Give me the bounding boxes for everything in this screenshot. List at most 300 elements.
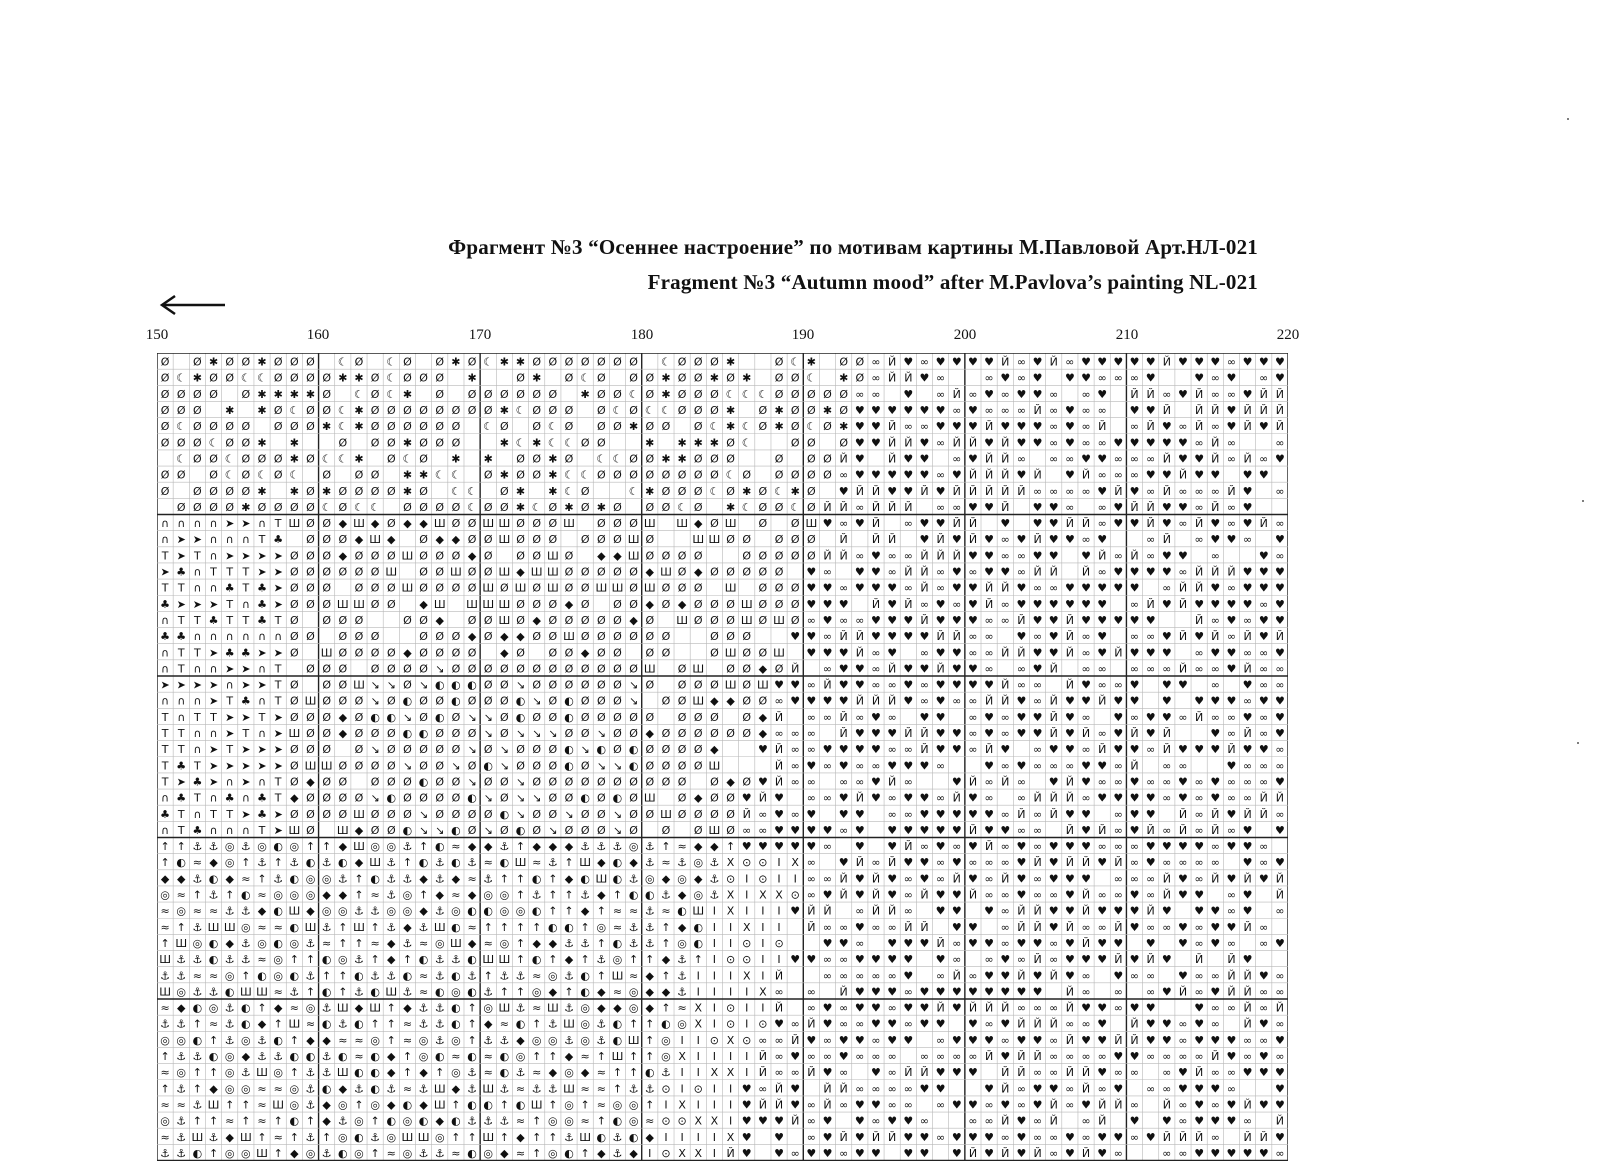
stitch-symbol-up-arrow: ↑ bbox=[548, 1098, 557, 1111]
stitch-symbol-infinity: ∞ bbox=[871, 679, 880, 692]
stitch-symbol-infinity: ∞ bbox=[1275, 743, 1284, 756]
stitch-symbol-slash-zero: Ø bbox=[807, 452, 816, 465]
stitch-symbol-heart: ♥ bbox=[887, 630, 897, 643]
stitch-symbol-slash-zero: Ø bbox=[694, 469, 703, 482]
stitch-symbol-asterisk: ✱ bbox=[839, 372, 848, 385]
stitch-symbol-up-arrow: ↑ bbox=[532, 1147, 541, 1160]
stitch-symbol-diamond: ◆ bbox=[387, 1098, 396, 1111]
stitch-symbol-slash-zero: Ø bbox=[355, 614, 364, 627]
stitch-symbol-infinity: ∞ bbox=[1081, 420, 1090, 433]
stitch-symbol-trefoil: ♣ bbox=[257, 792, 267, 805]
stitch-symbol-slash-zero: Ø bbox=[549, 614, 558, 627]
stitch-symbol-heart: ♥ bbox=[1162, 646, 1172, 659]
stitch-symbol-pointer: ➤ bbox=[209, 743, 218, 756]
stitch-symbol-heart: ♥ bbox=[952, 921, 962, 934]
stitch-symbol-arch: ∩ bbox=[177, 695, 185, 708]
stitch-symbol-slash-zero: Ø bbox=[694, 614, 703, 627]
stitch-symbol-cyrillic-short-i: Й bbox=[840, 533, 848, 546]
stitch-symbol-infinity: ∞ bbox=[1195, 533, 1204, 546]
stitch-symbol-arch: ∩ bbox=[193, 566, 201, 579]
stitch-symbol-asterisk: ✱ bbox=[774, 420, 783, 433]
stitch-symbol-target: ◎ bbox=[225, 856, 235, 869]
stitch-symbol-diagonal-arrow: ↘ bbox=[419, 679, 428, 692]
stitch-symbol-arch: ∩ bbox=[274, 630, 282, 643]
stitch-symbol-heart: ♥ bbox=[806, 646, 816, 659]
stitch-symbol-heart: ♥ bbox=[1146, 1002, 1156, 1015]
stitch-symbol-heart: ♥ bbox=[1081, 840, 1091, 853]
stitch-symbol-infinity: ∞ bbox=[936, 792, 945, 805]
stitch-symbol-pointer: ➤ bbox=[274, 711, 283, 724]
stitch-symbol-heart: ♥ bbox=[1227, 1050, 1237, 1063]
stitch-symbol-cross: X bbox=[727, 889, 735, 902]
stitch-symbol-anchor: ⚓ bbox=[225, 1002, 235, 1015]
stitch-symbol-half-circle: ◐ bbox=[564, 695, 574, 708]
stitch-symbol-diagonal-arrow: ↘ bbox=[532, 727, 541, 740]
stitch-symbol-half-circle: ◐ bbox=[564, 921, 574, 934]
stitch-symbol-bar: I bbox=[713, 1050, 716, 1063]
stitch-symbol-diamond: ◆ bbox=[694, 840, 703, 853]
stitch-symbol-infinity: ∞ bbox=[1259, 372, 1268, 385]
stitch-symbol-infinity: ∞ bbox=[1195, 937, 1204, 950]
stitch-symbol-infinity: ∞ bbox=[904, 905, 913, 918]
stitch-symbol-anchor: ⚓ bbox=[532, 1082, 542, 1095]
stitch-symbol-waves: ≈ bbox=[645, 1115, 654, 1128]
stitch-symbol-slash-zero: Ø bbox=[306, 533, 315, 546]
stitch-symbol-slash-zero: Ø bbox=[565, 679, 574, 692]
stitch-symbol-slash-zero: Ø bbox=[338, 533, 347, 546]
stitch-symbol-heart: ♥ bbox=[1016, 436, 1026, 449]
stitch-symbol-infinity: ∞ bbox=[1146, 1082, 1155, 1095]
stitch-symbol-infinity: ∞ bbox=[1195, 485, 1204, 498]
stitch-symbol-waves: ≈ bbox=[403, 1018, 412, 1031]
stitch-symbol-pointer: ➤ bbox=[274, 582, 283, 595]
scan-speck bbox=[1582, 500, 1584, 502]
stitch-symbol-slash-zero: Ø bbox=[387, 775, 396, 788]
stitch-symbol-infinity: ∞ bbox=[855, 775, 864, 788]
stitch-symbol-cyrillic-short-i: Й bbox=[1082, 889, 1090, 902]
stitch-symbol-slash-zero: Ø bbox=[306, 792, 315, 805]
stitch-symbol-cyrillic-short-i: Й bbox=[1033, 905, 1041, 918]
stitch-symbol-cyrillic-short-i: Й bbox=[1195, 614, 1203, 627]
stitch-symbol-diamond: ◆ bbox=[355, 1002, 364, 1015]
stitch-symbol-waves: ≈ bbox=[484, 937, 493, 950]
stitch-symbol-slash-zero: Ø bbox=[290, 420, 299, 433]
stitch-symbol-half-circle: ◐ bbox=[290, 872, 300, 885]
stitch-symbol-heart: ♥ bbox=[871, 436, 881, 449]
stitch-symbol-slash-zero: Ø bbox=[419, 549, 428, 562]
stitch-symbol-anchor: ⚓ bbox=[241, 1066, 251, 1079]
stitch-symbol-diagonal-arrow: ↘ bbox=[484, 792, 493, 805]
stitch-symbol-slash-zero: Ø bbox=[791, 372, 800, 385]
stitch-symbol-heart: ♥ bbox=[1275, 1082, 1285, 1095]
stitch-symbol-heart: ♥ bbox=[839, 759, 849, 772]
stitch-symbol-cyrillic-short-i: Й bbox=[920, 743, 928, 756]
stitch-symbol-cyrillic-sha: Ш bbox=[660, 808, 672, 821]
stitch-symbol-cyrillic-sha: Ш bbox=[515, 582, 527, 595]
stitch-symbol-crescent: ☾ bbox=[370, 501, 380, 514]
stitch-symbol-pointer: ➤ bbox=[241, 711, 250, 724]
stitch-symbol-diamond: ◆ bbox=[225, 1131, 234, 1144]
stitch-symbol-anchor: ⚓ bbox=[596, 953, 606, 966]
stitch-symbol-heart: ♥ bbox=[1243, 388, 1253, 401]
stitch-symbol-cyrillic-short-i: Й bbox=[1114, 646, 1122, 659]
stitch-symbol-heart: ♥ bbox=[1178, 840, 1188, 853]
stitch-symbol-diamond: ◆ bbox=[225, 937, 234, 950]
stitch-symbol-diamond: ◆ bbox=[209, 1082, 218, 1095]
stitch-symbol-heart: ♥ bbox=[903, 356, 913, 369]
stitch-symbol-slash-zero: Ø bbox=[662, 646, 671, 659]
stitch-symbol-eye: ⊙ bbox=[661, 1115, 670, 1128]
stitch-symbol-anchor: ⚓ bbox=[564, 1002, 574, 1015]
stitch-symbol-infinity: ∞ bbox=[871, 856, 880, 869]
stitch-symbol-infinity: ∞ bbox=[1081, 404, 1090, 417]
stitch-symbol-up-arrow: ↑ bbox=[177, 921, 186, 934]
stitch-symbol-heart: ♥ bbox=[1016, 533, 1026, 546]
stitch-symbol-heart: ♥ bbox=[1210, 1147, 1220, 1160]
stitch-symbol-cyrillic-sha: Ш bbox=[353, 808, 365, 821]
stitch-symbol-asterisk: ✱ bbox=[645, 485, 654, 498]
stitch-symbol-slash-zero: Ø bbox=[452, 646, 461, 659]
stitch-symbol-slash-zero: Ø bbox=[629, 711, 638, 724]
stitch-symbol-heart: ♥ bbox=[1049, 743, 1059, 756]
stitch-symbol-infinity: ∞ bbox=[871, 1034, 880, 1047]
stitch-symbol-slash-zero: Ø bbox=[807, 549, 816, 562]
stitch-symbol-infinity: ∞ bbox=[888, 792, 897, 805]
stitch-symbol-up-arrow: ↑ bbox=[451, 1131, 460, 1144]
stitch-symbol-cyrillic-short-i: Й bbox=[1017, 1018, 1025, 1031]
stitch-symbol-cyrillic-short-i: Й bbox=[1211, 436, 1219, 449]
stitch-symbol-heart: ♥ bbox=[1146, 856, 1156, 869]
stitch-symbol-heart: ♥ bbox=[823, 1131, 833, 1144]
stitch-symbol-heart: ♥ bbox=[1227, 840, 1237, 853]
stitch-symbol-heart: ♥ bbox=[742, 1131, 752, 1144]
stitch-symbol-crescent: ☾ bbox=[467, 501, 477, 514]
stitch-symbol-cyrillic-short-i: Й bbox=[872, 485, 880, 498]
stitch-symbol-cyrillic-short-i: Й bbox=[1082, 469, 1090, 482]
stitch-symbol-slash-zero: Ø bbox=[435, 792, 444, 805]
stitch-symbol-infinity: ∞ bbox=[1114, 1147, 1123, 1160]
stitch-symbol-crescent: ☾ bbox=[338, 452, 348, 465]
stitch-symbol-slash-zero: Ø bbox=[290, 549, 299, 562]
stitch-symbol-slash-zero: Ø bbox=[726, 662, 735, 675]
stitch-symbol-heart: ♥ bbox=[1065, 840, 1075, 853]
stitch-symbol-heart: ♥ bbox=[984, 937, 994, 950]
stitch-symbol-asterisk: ✱ bbox=[710, 372, 719, 385]
stitch-symbol-infinity: ∞ bbox=[1146, 1050, 1155, 1063]
stitch-symbol-slash-zero: Ø bbox=[532, 420, 541, 433]
stitch-symbol-eye: ⊙ bbox=[661, 1082, 670, 1095]
stitch-symbol-infinity: ∞ bbox=[936, 388, 945, 401]
stitch-symbol-infinity: ∞ bbox=[1259, 679, 1268, 692]
stitch-symbol-anchor: ⚓ bbox=[225, 953, 235, 966]
stitch-symbol-slash-zero: Ø bbox=[662, 630, 671, 643]
stitch-symbol-tee: T bbox=[274, 695, 282, 708]
stitch-symbol-slash-zero: Ø bbox=[419, 372, 428, 385]
stitch-symbol-cyrillic-short-i: Й bbox=[985, 452, 993, 465]
stitch-symbol-anchor: ⚓ bbox=[209, 840, 219, 853]
stitch-symbol-heart: ♥ bbox=[1033, 1098, 1043, 1111]
stitch-symbol-cyrillic-short-i: Й bbox=[856, 485, 864, 498]
stitch-symbol-slash-zero: Ø bbox=[290, 598, 299, 611]
stitch-symbol-slash-zero: Ø bbox=[775, 662, 784, 675]
stitch-symbol-cross: X bbox=[759, 985, 767, 998]
stitch-symbol-infinity: ∞ bbox=[968, 1115, 977, 1128]
stitch-symbol-diamond: ◆ bbox=[177, 1002, 186, 1015]
stitch-symbol-heart: ♥ bbox=[855, 727, 865, 740]
stitch-symbol-target: ◎ bbox=[564, 1066, 574, 1079]
stitch-symbol-target: ◎ bbox=[580, 1018, 590, 1031]
stitch-symbol-target: ◎ bbox=[306, 889, 316, 902]
stitch-symbol-cyrillic-short-i: Й bbox=[1066, 1034, 1074, 1047]
stitch-symbol-cyrillic-short-i: Й bbox=[872, 889, 880, 902]
stitch-symbol-slash-zero: Ø bbox=[209, 485, 218, 498]
stitch-symbol-infinity: ∞ bbox=[1178, 711, 1187, 724]
stitch-symbol-infinity: ∞ bbox=[920, 1115, 929, 1128]
stitch-symbol-bar: I bbox=[777, 872, 780, 885]
stitch-symbol-infinity: ∞ bbox=[968, 566, 977, 579]
stitch-symbol-half-circle: ◐ bbox=[467, 679, 477, 692]
stitch-symbol-infinity: ∞ bbox=[888, 969, 897, 982]
stitch-symbol-anchor: ⚓ bbox=[273, 872, 283, 885]
stitch-symbol-cyrillic-short-i: Й bbox=[1211, 824, 1219, 837]
stitch-symbol-half-circle: ◐ bbox=[354, 1018, 364, 1031]
stitch-symbol-cyrillic-sha: Ш bbox=[531, 566, 543, 579]
stitch-symbol-half-circle: ◐ bbox=[176, 856, 186, 869]
stitch-symbol-cyrillic-short-i: Й bbox=[1082, 727, 1090, 740]
stitch-symbol-slash-zero: Ø bbox=[209, 501, 218, 514]
stitch-symbol-heart: ♥ bbox=[984, 1082, 994, 1095]
stitch-symbol-up-arrow: ↑ bbox=[419, 889, 428, 902]
stitch-symbol-slash-zero: Ø bbox=[387, 695, 396, 708]
stitch-symbol-heart: ♥ bbox=[1097, 582, 1107, 595]
stitch-symbol-half-circle: ◐ bbox=[241, 889, 251, 902]
column-number-170: 170 bbox=[469, 327, 492, 344]
stitch-symbol-up-arrow: ↑ bbox=[500, 921, 509, 934]
stitch-symbol-diamond: ◆ bbox=[371, 517, 380, 530]
stitch-symbol-infinity: ∞ bbox=[985, 1115, 994, 1128]
stitch-symbol-trefoil: ♣ bbox=[257, 582, 267, 595]
stitch-symbol-heart: ♥ bbox=[1081, 582, 1091, 595]
stitch-symbol-target: ◎ bbox=[403, 889, 413, 902]
stitch-symbol-bar: I bbox=[664, 1131, 667, 1144]
stitch-symbol-arch: ∩ bbox=[161, 646, 169, 659]
stitch-symbol-infinity: ∞ bbox=[1049, 1131, 1058, 1144]
stitch-symbol-infinity: ∞ bbox=[904, 872, 913, 885]
stitch-symbol-diamond: ◆ bbox=[419, 905, 428, 918]
stitch-symbol-half-circle: ◐ bbox=[419, 1115, 429, 1128]
stitch-symbol-heart: ♥ bbox=[1033, 727, 1043, 740]
stitch-symbol-cyrillic-short-i: Й bbox=[1260, 1131, 1268, 1144]
stitch-symbol-cyrillic-sha: Ш bbox=[288, 727, 300, 740]
stitch-symbol-infinity: ∞ bbox=[1178, 1018, 1187, 1031]
stitch-symbol-slash-zero: Ø bbox=[516, 614, 525, 627]
stitch-symbol-diamond: ◆ bbox=[468, 937, 477, 950]
stitch-symbol-heart: ♥ bbox=[984, 1034, 994, 1047]
stitch-symbol-infinity: ∞ bbox=[1130, 856, 1139, 869]
stitch-symbol-heart: ♥ bbox=[1097, 614, 1107, 627]
stitch-symbol-infinity: ∞ bbox=[1162, 921, 1171, 934]
stitch-symbol-cyrillic-short-i: Й bbox=[1066, 679, 1074, 692]
stitch-symbol-cyrillic-short-i: Й bbox=[807, 1066, 815, 1079]
stitch-symbol-crescent: ☾ bbox=[467, 485, 477, 498]
stitch-symbol-crescent: ☾ bbox=[726, 388, 736, 401]
stitch-symbol-heart: ♥ bbox=[1275, 937, 1285, 950]
stitch-symbol-infinity: ∞ bbox=[1146, 921, 1155, 934]
stitch-symbol-heart: ♥ bbox=[968, 549, 978, 562]
stitch-symbol-infinity: ∞ bbox=[871, 1115, 880, 1128]
stitch-symbol-heart: ♥ bbox=[952, 743, 962, 756]
stitch-symbol-half-circle: ◐ bbox=[597, 743, 607, 756]
stitch-symbol-bar: I bbox=[697, 1098, 700, 1111]
stitch-symbol-target: ◎ bbox=[370, 1098, 380, 1111]
stitch-symbol-heart: ♥ bbox=[920, 533, 930, 546]
stitch-symbol-cyrillic-sha: Ш bbox=[628, 549, 640, 562]
stitch-symbol-slash-zero: Ø bbox=[532, 775, 541, 788]
stitch-symbol-heart: ♥ bbox=[823, 743, 833, 756]
stitch-symbol-heart: ♥ bbox=[1210, 646, 1220, 659]
stitch-symbol-heart: ♥ bbox=[1113, 937, 1123, 950]
stitch-symbol-heart: ♥ bbox=[952, 469, 962, 482]
stitch-symbol-half-circle: ◐ bbox=[645, 1066, 655, 1079]
stitch-symbol-asterisk: ✱ bbox=[209, 356, 218, 369]
stitch-symbol-slash-zero: Ø bbox=[242, 436, 251, 449]
stitch-symbol-up-arrow: ↑ bbox=[160, 856, 169, 869]
stitch-symbol-bar: I bbox=[680, 1034, 683, 1047]
stitch-symbol-asterisk: ✱ bbox=[403, 388, 412, 401]
stitch-symbol-infinity: ∞ bbox=[855, 759, 864, 772]
stitch-symbol-cyrillic-sha: Ш bbox=[725, 517, 737, 530]
stitch-symbol-slash-zero: Ø bbox=[484, 775, 493, 788]
stitch-symbol-infinity: ∞ bbox=[1259, 598, 1268, 611]
stitch-symbol-anchor: ⚓ bbox=[613, 1131, 623, 1144]
stitch-symbol-cyrillic-short-i: Й bbox=[1033, 1050, 1041, 1063]
stitch-symbol-heart: ♥ bbox=[1162, 1018, 1172, 1031]
stitch-symbol-slash-zero: Ø bbox=[645, 372, 654, 385]
stitch-symbol-diamond: ◆ bbox=[403, 1002, 412, 1015]
stitch-symbol-diamond: ◆ bbox=[629, 1147, 638, 1160]
stitch-symbol-diamond: ◆ bbox=[516, 566, 525, 579]
stitch-symbol-heart: ♥ bbox=[936, 953, 946, 966]
stitch-symbol-heart: ♥ bbox=[1049, 840, 1059, 853]
stitch-symbol-cyrillic-short-i: Й bbox=[1050, 808, 1058, 821]
stitch-symbol-half-circle: ◐ bbox=[613, 1115, 623, 1128]
stitch-symbol-half-circle: ◐ bbox=[370, 1050, 380, 1063]
stitch-symbol-anchor: ⚓ bbox=[241, 840, 251, 853]
stitch-symbol-infinity: ∞ bbox=[936, 501, 945, 514]
stitch-symbol-slash-zero: Ø bbox=[193, 485, 202, 498]
stitch-symbol-heart: ♥ bbox=[1259, 420, 1269, 433]
stitch-symbol-infinity: ∞ bbox=[1211, 485, 1220, 498]
stitch-symbol-heart: ♥ bbox=[1130, 436, 1140, 449]
stitch-symbol-target: ◎ bbox=[176, 1066, 186, 1079]
stitch-symbol-heart: ♥ bbox=[1227, 646, 1237, 659]
stitch-symbol-cyrillic-short-i: Й bbox=[1001, 872, 1009, 885]
stitch-symbol-pointer: ➤ bbox=[241, 775, 250, 788]
stitch-symbol-heart: ♥ bbox=[1016, 711, 1026, 724]
stitch-symbol-slash-zero: Ø bbox=[726, 485, 735, 498]
stitch-symbol-slash-zero: Ø bbox=[355, 727, 364, 740]
stitch-symbol-infinity: ∞ bbox=[1146, 969, 1155, 982]
stitch-symbol-cyrillic-sha: Ш bbox=[612, 582, 624, 595]
stitch-symbol-infinity: ∞ bbox=[1227, 824, 1236, 837]
stitch-symbol-infinity: ∞ bbox=[1130, 630, 1139, 643]
stitch-symbol-diamond: ◆ bbox=[500, 630, 509, 643]
stitch-symbol-heart: ♥ bbox=[1130, 921, 1140, 934]
stitch-symbol-heart: ♥ bbox=[1178, 872, 1188, 885]
stitch-symbol-heart: ♥ bbox=[1065, 889, 1075, 902]
stitch-symbol-target: ◎ bbox=[306, 872, 316, 885]
stitch-symbol-slash-zero: Ø bbox=[726, 824, 735, 837]
stitch-symbol-slash-zero: Ø bbox=[694, 404, 703, 417]
stitch-symbol-tee: T bbox=[193, 614, 201, 627]
stitch-symbol-heart: ♥ bbox=[1194, 889, 1204, 902]
stitch-symbol-heart: ♥ bbox=[871, 711, 881, 724]
stitch-symbol-anchor: ⚓ bbox=[354, 1082, 364, 1095]
stitch-symbol-heart: ♥ bbox=[1194, 356, 1204, 369]
stitch-symbol-heart: ♥ bbox=[920, 630, 930, 643]
stitch-symbol-cyrillic-sha: Ш bbox=[240, 1131, 252, 1144]
stitch-symbol-heart: ♥ bbox=[871, 614, 881, 627]
stitch-symbol-heart: ♥ bbox=[1130, 695, 1140, 708]
stitch-symbol-slash-zero: Ø bbox=[678, 582, 687, 595]
stitch-symbol-waves: ≈ bbox=[257, 1098, 266, 1111]
stitch-symbol-diamond: ◆ bbox=[468, 840, 477, 853]
stitch-symbol-heart: ♥ bbox=[742, 1115, 752, 1128]
stitch-symbol-slash-zero: Ø bbox=[468, 646, 477, 659]
stitch-symbol-bar: I bbox=[713, 937, 716, 950]
stitch-symbol-diagonal-arrow: ↘ bbox=[484, 727, 493, 740]
stitch-symbol-infinity: ∞ bbox=[855, 388, 864, 401]
stitch-symbol-slash-zero: Ø bbox=[775, 356, 784, 369]
stitch-symbol-cyrillic-short-i: Й bbox=[888, 501, 896, 514]
stitch-symbol-heart: ♥ bbox=[920, 372, 930, 385]
stitch-symbol-cyrillic-short-i: Й bbox=[1098, 549, 1106, 562]
stitch-symbol-heart: ♥ bbox=[871, 1066, 881, 1079]
stitch-symbol-infinity: ∞ bbox=[1001, 388, 1010, 401]
stitch-symbol-diagonal-arrow: ↘ bbox=[484, 824, 493, 837]
stitch-symbol-heart: ♥ bbox=[1016, 1147, 1026, 1160]
stitch-symbol-diamond: ◆ bbox=[322, 1034, 331, 1047]
stitch-symbol-heart: ♥ bbox=[1097, 905, 1107, 918]
stitch-symbol-cyrillic-short-i: Й bbox=[856, 646, 864, 659]
stitch-symbol-cyrillic-short-i: Й bbox=[823, 549, 831, 562]
stitch-symbol-slash-zero: Ø bbox=[452, 662, 461, 675]
stitch-symbol-cyrillic-short-i: Й bbox=[1195, 953, 1203, 966]
stitch-symbol-infinity: ∞ bbox=[920, 695, 929, 708]
stitch-symbol-slash-zero: Ø bbox=[759, 695, 768, 708]
stitch-symbol-crescent: ☾ bbox=[629, 388, 639, 401]
stitch-symbol-heart: ♥ bbox=[1000, 566, 1010, 579]
stitch-symbol-slash-zero: Ø bbox=[435, 356, 444, 369]
stitch-symbol-infinity: ∞ bbox=[1001, 533, 1010, 546]
stitch-symbol-target: ◎ bbox=[693, 889, 703, 902]
stitch-symbol-diamond: ◆ bbox=[484, 1018, 493, 1031]
stitch-symbol-slash-zero: Ø bbox=[484, 695, 493, 708]
stitch-symbol-cyrillic-short-i: Й bbox=[1179, 985, 1187, 998]
stitch-symbol-anchor: ⚓ bbox=[709, 889, 719, 902]
stitch-symbol-waves: ≈ bbox=[322, 937, 331, 950]
stitch-symbol-slash-zero: Ø bbox=[452, 743, 461, 756]
stitch-symbol-heart: ♥ bbox=[1000, 517, 1010, 530]
stitch-symbol-cyrillic-short-i: Й bbox=[1163, 533, 1171, 546]
stitch-symbol-heart: ♥ bbox=[1016, 630, 1026, 643]
stitch-symbol-heart: ♥ bbox=[1130, 953, 1140, 966]
stitch-symbol-cyrillic-short-i: Й bbox=[1227, 953, 1235, 966]
stitch-symbol-target: ◎ bbox=[241, 921, 251, 934]
stitch-symbol-infinity: ∞ bbox=[758, 824, 767, 837]
stitch-symbol-cyrillic-short-i: Й bbox=[969, 436, 977, 449]
stitch-symbol-slash-zero: Ø bbox=[678, 743, 687, 756]
